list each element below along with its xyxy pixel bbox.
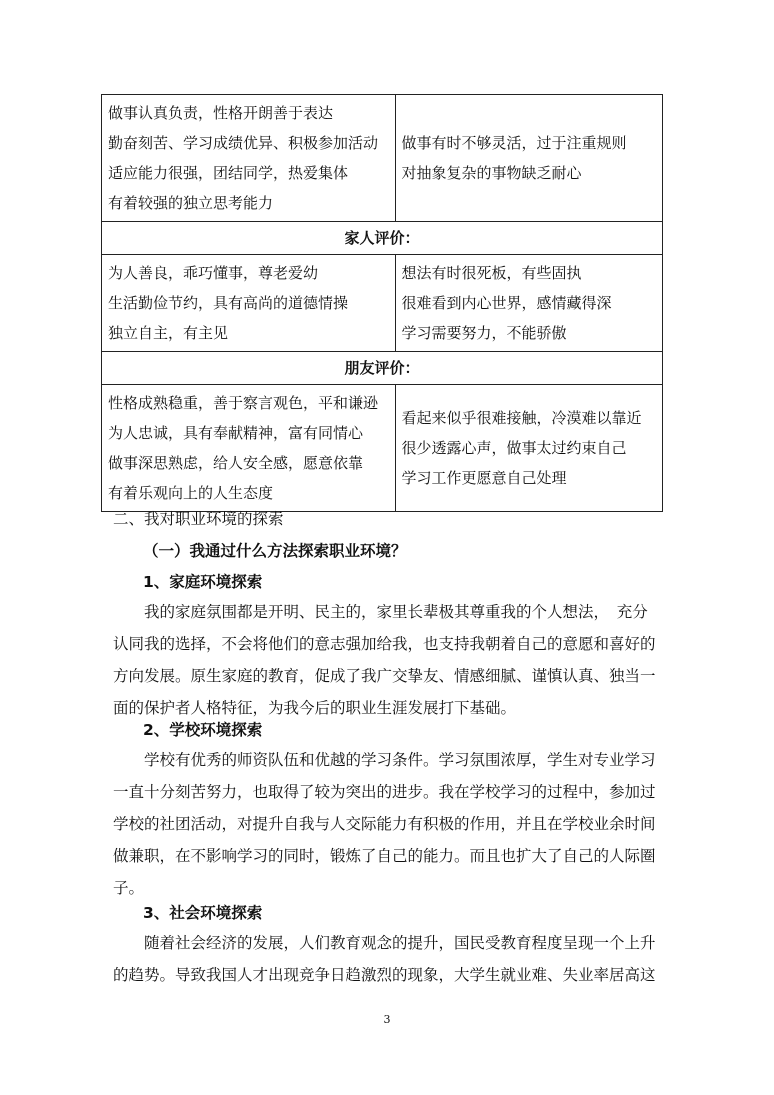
weaknesses-cell xyxy=(395,95,663,222)
cell-line: 看起来似乎很难接触，冷漠难以靠近 xyxy=(401,409,642,427)
cell-line: 学习工作更愿意自己处理 xyxy=(401,469,567,487)
table-row xyxy=(102,95,663,222)
cell-line: 做事认真负责，性格开朗善于表达 xyxy=(108,104,334,122)
society-env-title: 3、社会环境探索 xyxy=(143,904,263,922)
section-title: 二、我对职业环境的探索 xyxy=(113,510,284,528)
evaluation-table xyxy=(101,94,663,512)
school-env-title: 2、学校环境探索 xyxy=(143,721,263,739)
cell-line: 有着乐观向上的人生态度 xyxy=(108,484,274,502)
cell-line: 独立自主，有主见 xyxy=(108,324,229,342)
cell-line: 勤奋刻苦、学习成绩优异、积极参加活动 xyxy=(108,134,379,152)
section-question: （一）我通过什么方法探索职业环境？ xyxy=(143,542,407,560)
table-row xyxy=(102,385,663,512)
school-env-paragraph xyxy=(113,744,669,904)
strengths-cell xyxy=(102,385,396,512)
family-env-title: 1、家庭环境探索 xyxy=(143,573,263,591)
page-number: 3 xyxy=(383,1013,391,1026)
table-header-row xyxy=(102,352,663,385)
cell-line: 学习需要努力，不能骄傲 xyxy=(401,324,567,342)
paragraph-line: 随着社会经济的发展，人们教育观念的提升，国民受教育程度呈现一个上升 xyxy=(113,934,656,952)
family-evaluation-header: 家人评价： xyxy=(102,222,663,255)
table-row xyxy=(102,255,663,352)
cell-line: 想法有时很死板，有些固执 xyxy=(401,264,582,282)
paragraph-line: 做兼职，在不影响学习的同时，锻炼了自己的能力。而且也扩大了自己的人际圈 xyxy=(113,847,656,865)
paragraph-line: 面的保护者人格特征，为我今后的职业生涯发展打下基础。 xyxy=(113,699,517,717)
paragraph-line: 学校的社团活动，对提升自我与人交际能力有积极的作用，并且在学校业余时间 xyxy=(113,815,656,833)
weaknesses-cell xyxy=(395,385,663,512)
strengths-cell xyxy=(102,95,396,222)
paragraph-line: 子。 xyxy=(113,879,145,897)
cell-line: 为人忠诚，具有奉献精神，富有同情心 xyxy=(108,424,364,442)
paragraph-line: 我的家庭氛围都是开明、民主的，家里长辈极其尊重我的个人想法， 充分 xyxy=(113,603,648,621)
cell-line: 对抽象复杂的事物缺乏耐心 xyxy=(401,164,582,182)
cell-line: 做事深思熟虑，给人安全感，愿意依靠 xyxy=(108,454,364,472)
strengths-cell xyxy=(102,255,396,352)
weaknesses-cell xyxy=(395,255,663,352)
cell-line: 有着较强的独立思考能力 xyxy=(108,194,274,212)
paragraph-line: 认同我的选择，不会将他们的意志强加给我，也支持我朝着自己的意愿和喜好的 xyxy=(113,635,656,653)
paragraph-line: 一直十分刻苦努力，也取得了较为突出的进步。我在学校学习的过程中，参加过 xyxy=(113,783,656,801)
cell-line: 为人善良，乖巧懂事，尊老爱幼 xyxy=(108,264,319,282)
society-env-paragraph xyxy=(113,927,669,991)
cell-line: 做事有时不够灵活，过于注重规则 xyxy=(401,134,627,152)
paragraph-line: 方向发展。原生家庭的教育，促成了我广交挚友、情感细腻、谨慎认真、独当一 xyxy=(113,667,656,685)
cell-line: 很难看到内心世界，感情藏得深 xyxy=(401,294,612,312)
cell-line: 性格成熟稳重，善于察言观色，平和谦逊 xyxy=(108,394,379,412)
cell-line: 生活勤俭节约，具有高尚的道德情操 xyxy=(108,294,349,312)
friend-evaluation-header: 朋友评价： xyxy=(102,352,663,385)
paragraph-line: 的趋势。导致我国人才出现竞争日趋激烈的现象，大学生就业难、失业率居高这 xyxy=(113,966,656,984)
table-header-row xyxy=(102,222,663,255)
cell-line: 很少透露心声，做事太过约束自己 xyxy=(401,439,627,457)
cell-line: 适应能力很强，团结同学，热爱集体 xyxy=(108,164,349,182)
paragraph-line: 学校有优秀的师资队伍和优越的学习条件。学习氛围浓厚，学生对专业学习 xyxy=(113,751,656,769)
family-env-paragraph xyxy=(113,596,669,724)
